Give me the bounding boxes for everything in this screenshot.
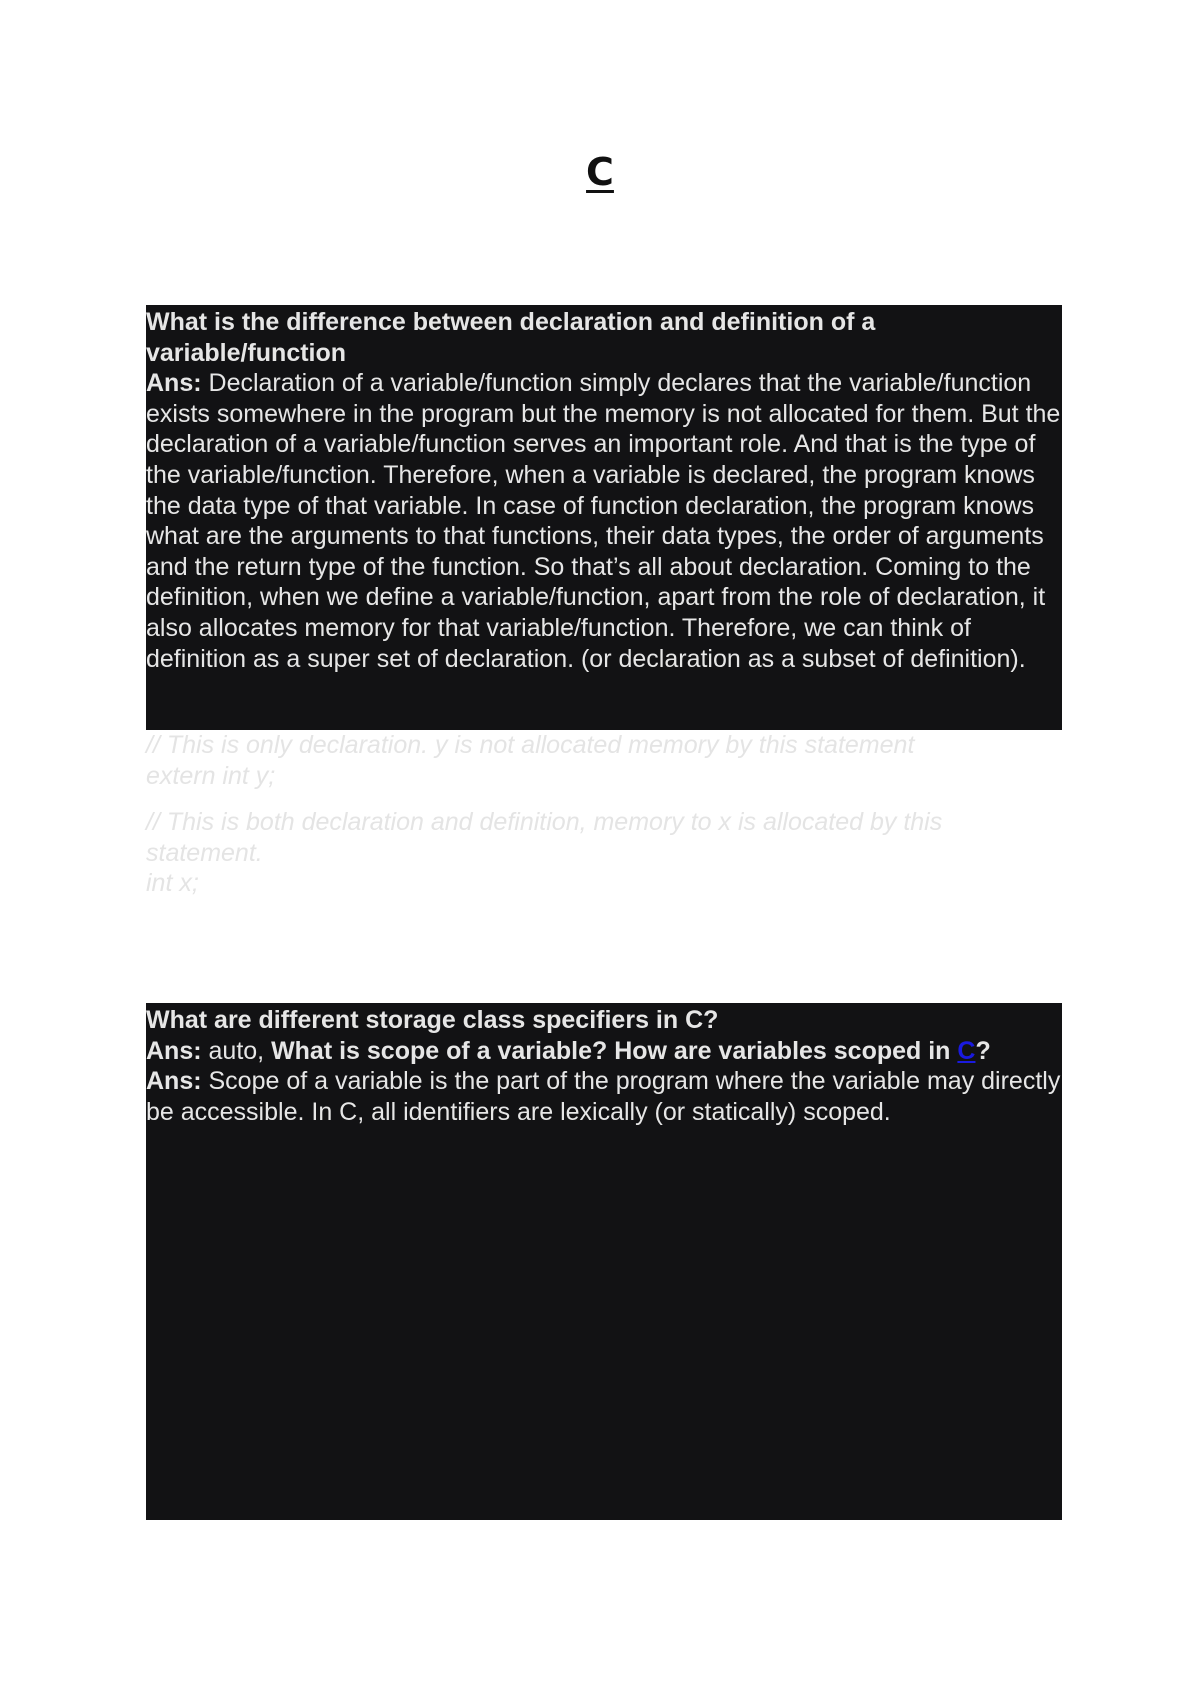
nested-question-text: What is scope of a variable? How are variables scoped in: [271, 1036, 958, 1065]
answer-paragraph: [146, 368, 1062, 674]
answer-paragraph: [146, 1036, 1062, 1067]
code-line: int x;: [146, 869, 199, 898]
page-title: C: [586, 150, 614, 194]
qa-block-storage-class: [146, 1003, 1062, 1520]
nested-question-end: ?: [975, 1036, 991, 1065]
question-heading: What is the difference between declaration and definition of a variable/function: [146, 308, 876, 367]
nested-question: [271, 1037, 991, 1065]
ans-label: Ans:: [146, 1067, 202, 1096]
code-comment: // This is only declaration. y is not allocated memory by this statement: [146, 731, 915, 759]
ans-label: Ans:: [146, 1036, 202, 1065]
question-heading: What are different storage class specifiers in C?: [146, 1006, 719, 1034]
code-line: extern int y;: [146, 761, 276, 790]
c-link[interactable]: C: [957, 1036, 976, 1065]
code-comment: // This is both declaration and definition, memory to x is allocated by this statement.: [146, 808, 943, 867]
answer-text: Scope of a variable is the part of the program where the variable may directly be accessible. In C, all identifiers are lexically (or statically) scoped.: [146, 1067, 1061, 1126]
ans-label: Ans:: [146, 369, 202, 398]
qa-block-declaration-definition: [146, 305, 1062, 730]
answer-text: Declaration of a variable/function simply declares that the variable/function exists somewhere in the program but the memory is not allocated for them. But the declaration of a variable/function serves an important role. And that is the type of the variable/function. Therefore, when a variable is declared, the program knows the data type of that variable. In case of function declaration, the program knows what are the arguments to that functions, their data types, the order of arguments and the return type of the function. So that’s all about declaration. Coming to the definition, when we define a variable/function, apart from the role of declaration, it also allocates memory for that variable/function. Therefore, we can think of definition as a super set of declaration. (or declaration as a subset of definition).: [146, 369, 1061, 673]
answer-text: auto,: [201, 1036, 272, 1065]
answer-paragraph: [146, 1066, 1062, 1127]
code-example: [146, 730, 1062, 899]
